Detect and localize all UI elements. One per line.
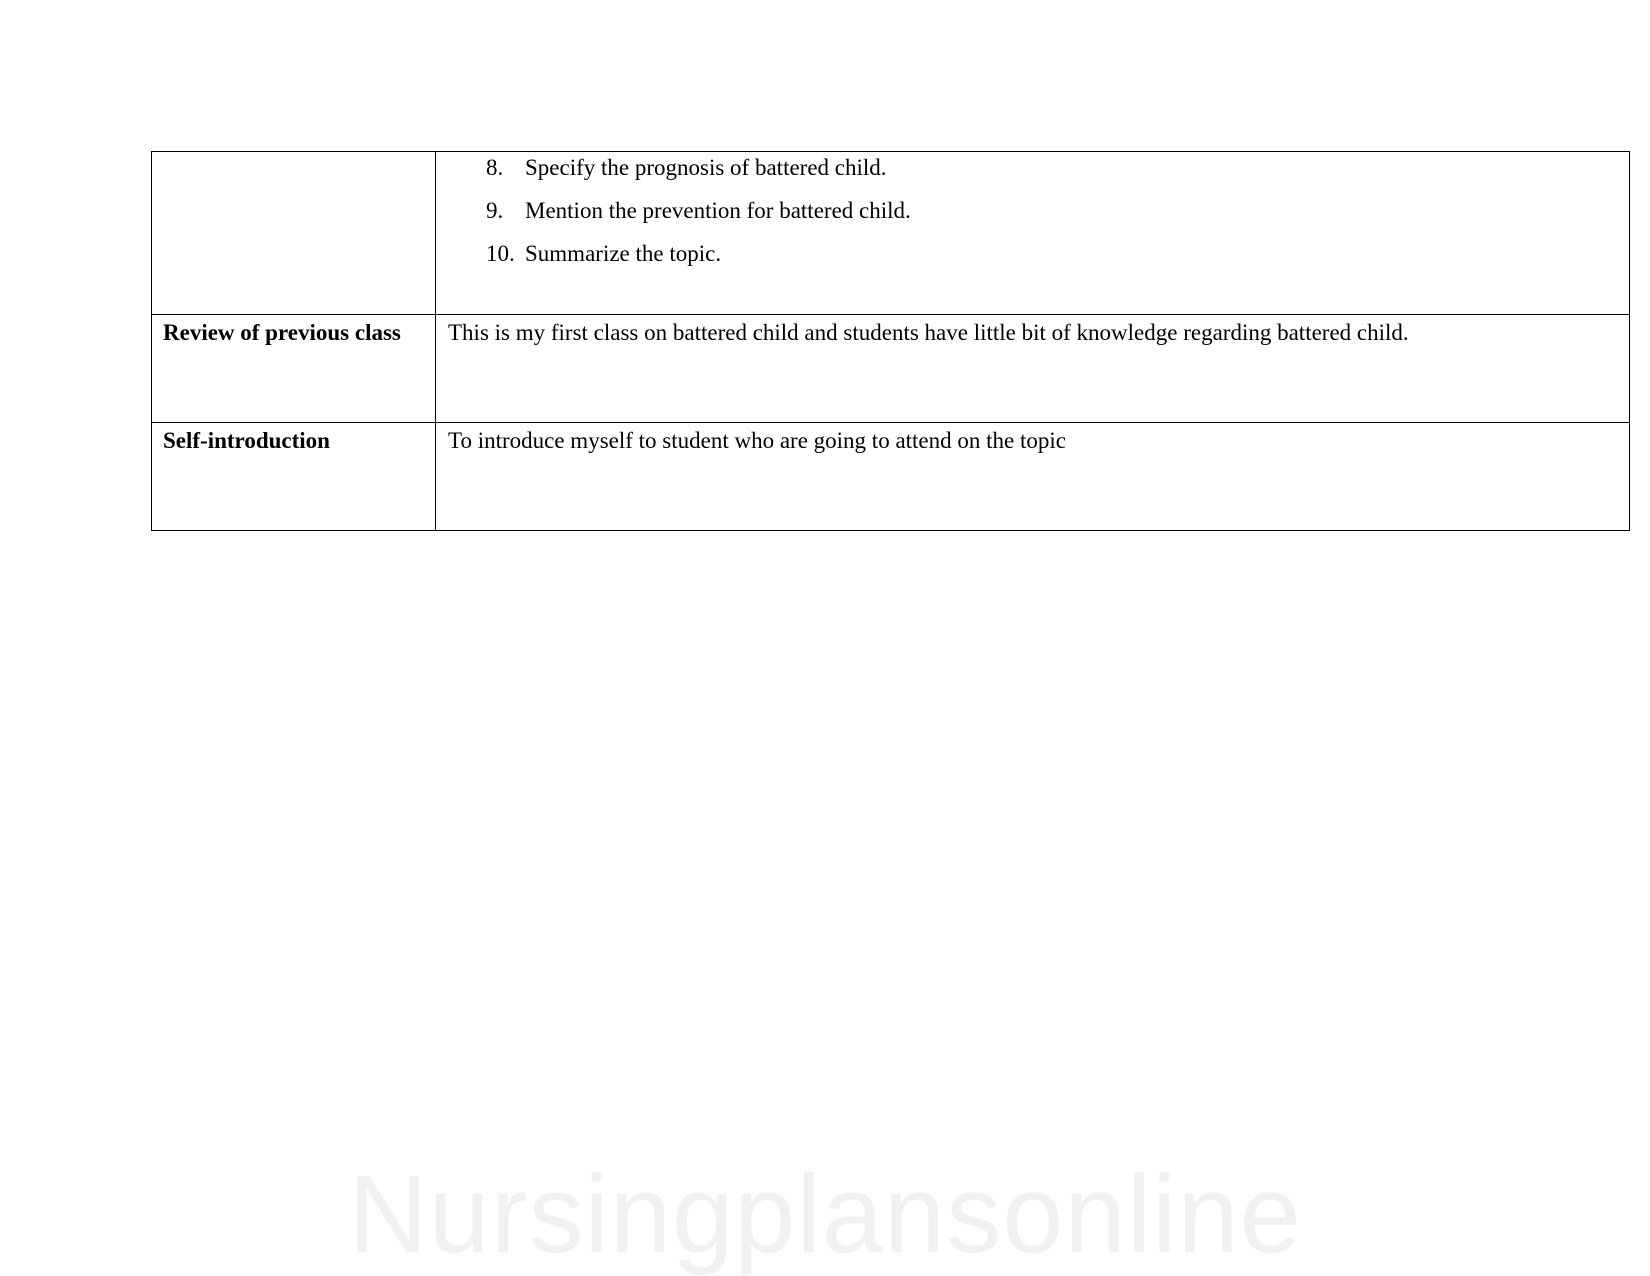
intro-content-cell	[436, 423, 1630, 531]
list-item-number: 8.	[486, 155, 504, 180]
list-item	[436, 197, 1629, 240]
lesson-plan-table	[151, 151, 1630, 531]
list-item-text: Summarize the topic.	[525, 241, 722, 266]
intro-label: Self-introduction	[163, 428, 330, 453]
list-item-number: 9.	[486, 198, 504, 223]
review-label: Review of previous class	[163, 320, 401, 345]
list-item-number: 10.	[486, 241, 515, 266]
list-item	[436, 154, 1629, 197]
objectives-list	[436, 152, 1629, 283]
table-row	[152, 152, 1630, 315]
table-row	[152, 315, 1630, 423]
list-item-text: Specify the prognosis of battered child.	[525, 155, 887, 180]
review-content: This is my first class on battered child and students have little bit of knowledge regarding battered child.	[448, 320, 1409, 345]
intro-label-cell	[152, 423, 436, 531]
review-label-cell	[152, 315, 436, 423]
list-item	[436, 240, 1629, 283]
list-item-text: Mention the prevention for battered child.	[525, 198, 911, 223]
objectives-content-cell	[436, 152, 1630, 315]
objectives-label-cell	[152, 152, 436, 315]
table-row	[152, 423, 1630, 531]
intro-content: To introduce myself to student who are going to attend on the topic	[448, 428, 1066, 453]
objectives-label	[152, 152, 435, 156]
review-content-cell	[436, 315, 1630, 423]
watermark: Nursingplansonline	[348, 1153, 1302, 1276]
